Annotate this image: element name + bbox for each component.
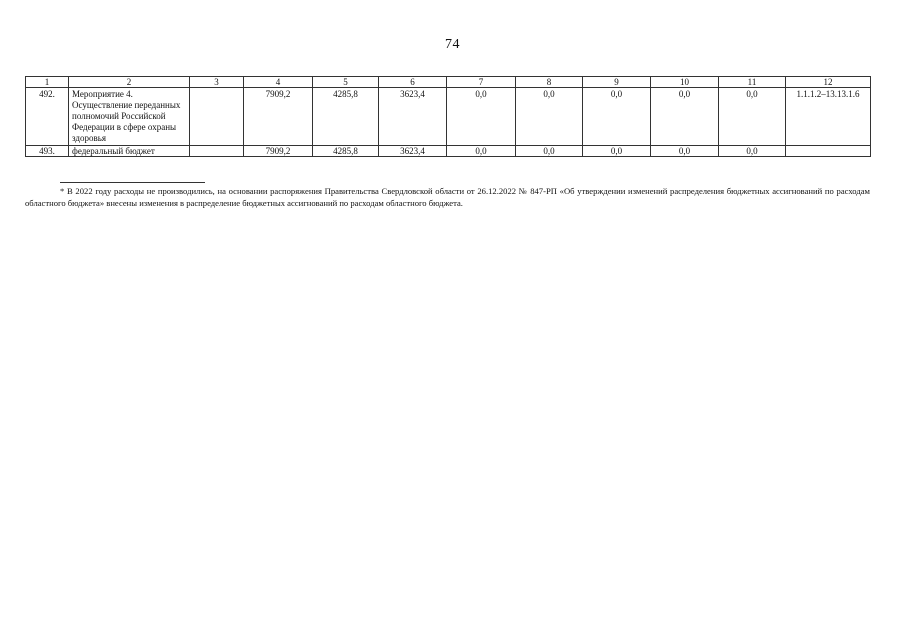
table-cell: 0,0 (583, 146, 651, 157)
table-cell: 0,0 (651, 146, 719, 157)
table-cell: 0,0 (516, 146, 583, 157)
table-cell (190, 88, 244, 146)
row-index-cell: 493. (26, 146, 69, 157)
column-header: 2 (69, 77, 190, 88)
table-cell: 7909,2 (244, 88, 313, 146)
row-name-cell: федеральный бюджет (69, 146, 190, 157)
table-cell: 4285,8 (313, 88, 379, 146)
footnote-text: * В 2022 году расходы не производились, на основании распоряжения Правительства Свердловской области от 26.12.2022 № 847-РП «Об утверждении изменений распределения бюджетных ассигнований по расходам областного бюджета» внесены изменения в распределение бюджетных ассигнований по расходам областного бюджета. (25, 186, 870, 208)
table-cell: 0,0 (651, 88, 719, 146)
table-cell: 0,0 (447, 88, 516, 146)
column-header: 1 (26, 77, 69, 88)
table-cell: 7909,2 (244, 146, 313, 157)
footnote-divider (60, 182, 205, 183)
table-row (26, 88, 871, 146)
table-cell: 4285,8 (313, 146, 379, 157)
page-number: 74 (445, 37, 460, 52)
column-header: 12 (786, 77, 871, 88)
column-header: 7 (447, 77, 516, 88)
table-cell: 3623,4 (379, 146, 447, 157)
table-cell: 0,0 (719, 88, 786, 146)
column-header: 6 (379, 77, 447, 88)
row-index-cell: 492. (26, 88, 69, 146)
budget-table (25, 76, 871, 157)
row-name-cell: Мероприятие 4. Осуществление переданных полномочий Российской Федерации в сфере охраны здоровья (69, 88, 190, 146)
indicator-code-cell (786, 146, 871, 157)
column-header: 9 (583, 77, 651, 88)
column-header: 10 (651, 77, 719, 88)
table-cell: 0,0 (719, 146, 786, 157)
table-row (26, 146, 871, 157)
column-header: 5 (313, 77, 379, 88)
table-header-row (26, 77, 871, 88)
column-header: 8 (516, 77, 583, 88)
table-cell: 0,0 (516, 88, 583, 146)
column-header: 11 (719, 77, 786, 88)
table-cell: 3623,4 (379, 88, 447, 146)
column-header: 3 (190, 77, 244, 88)
indicator-code-cell: 1.1.1.2–13.13.1.6 (786, 88, 871, 146)
table-cell (190, 146, 244, 157)
table-cell: 0,0 (583, 88, 651, 146)
table-cell: 0,0 (447, 146, 516, 157)
column-header: 4 (244, 77, 313, 88)
